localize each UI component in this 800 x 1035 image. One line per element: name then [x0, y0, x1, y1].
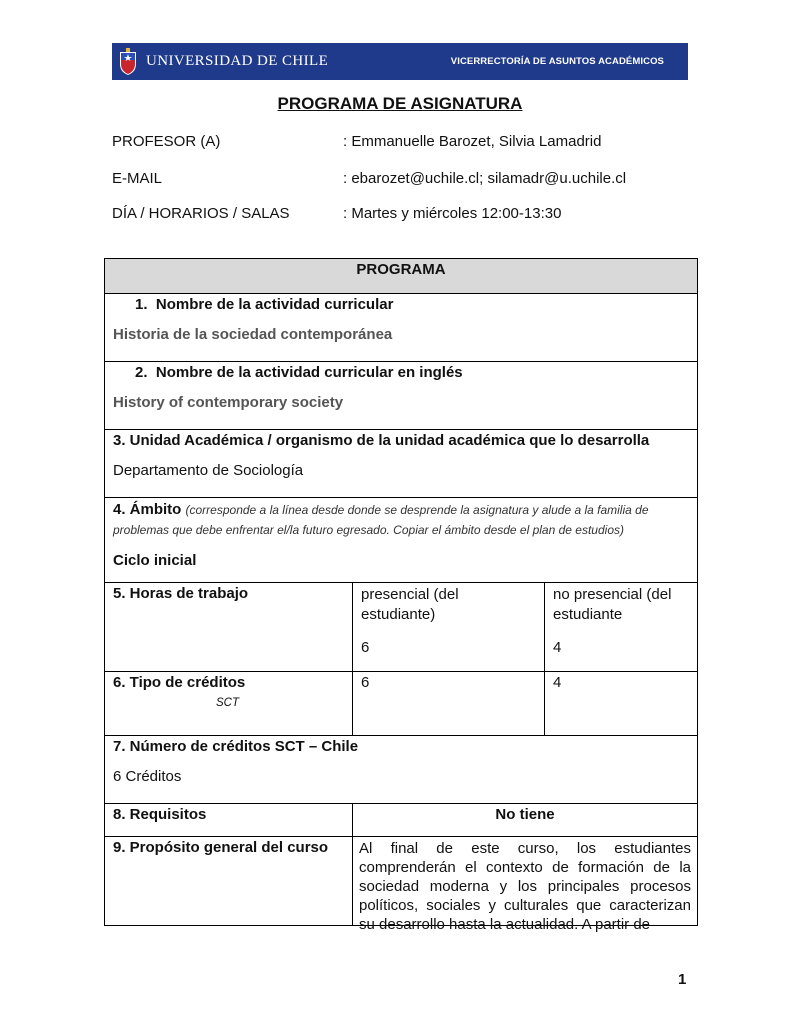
table-header: PROGRAMA — [105, 259, 698, 294]
section-5-title: 5. Horas de trabajo — [105, 583, 353, 672]
table-row — [105, 672, 698, 736]
page-number: 1 — [678, 971, 687, 988]
section-6-presencial: 6 — [353, 672, 545, 736]
section-1-title: 1. Nombre de la actividad curricular — [135, 296, 394, 313]
table-row — [105, 837, 698, 926]
email-value: : ebarozet@uchile.cl; silamadr@u.uchile.cl — [343, 170, 627, 187]
section-4-note: (corresponde a la línea desde donde se desprende la asignatura y alude a la familia de problemas que debe enfrentar el/la futuro egresado. Copiar el ámbito desde el plan de estudios) — [113, 503, 649, 537]
section-5-nopresencial: no presencial (del estudiante 4 — [545, 583, 698, 672]
university-name: UNIVERSIDAD DE CHILE — [146, 53, 329, 69]
section-9-title: 9. Propósito general del curso — [105, 837, 353, 926]
crest-icon — [118, 48, 138, 76]
table-row — [105, 430, 698, 498]
section-6-nopresencial: 4 — [545, 672, 698, 736]
section-7-value: 6 Créditos — [113, 768, 182, 785]
section-9-cell — [353, 837, 698, 933]
table-row — [105, 362, 698, 430]
section-3-title: 3. Unidad Académica / organismo de la unidad académica que lo desarrolla — [113, 432, 650, 449]
section-8-value: No tiene — [353, 804, 698, 837]
section-2-title: 2. Nombre de la actividad curricular en inglés — [135, 364, 463, 381]
section-2-value: History of contemporary society — [113, 394, 344, 411]
horario-label: DÍA / HORARIOS / SALAS — [112, 205, 290, 222]
profesor-value: : Emmanuelle Barozet, Silvia Lamadrid — [343, 133, 602, 150]
section-9-value: Al final de este curso, los estudiantes comprenderán el contexto de formación de la sociedad moderna y los principales procesos políticos, sociales y culturales que caracterizan su desarrollo hasta la actualidad. A partir de — [359, 840, 691, 933]
table-row — [105, 736, 698, 804]
table-row — [105, 804, 698, 837]
section-5-presencial: presencial (del estudiante) 6 — [353, 583, 545, 672]
vicerrectoria-label: VICERRECTORÍA DE ASUNTOS ACADÉMICOS — [450, 56, 664, 67]
horario-value: : Martes y miércoles 12:00-13:30 — [343, 205, 562, 222]
email-label: E-MAIL — [112, 170, 163, 187]
section-4-value: Ciclo inicial — [113, 552, 197, 569]
section-3-value: Departamento de Sociología — [113, 462, 304, 479]
section-6-title: 6. Tipo de créditos SCT — [105, 672, 353, 736]
profesor-label: PROFESOR (A) — [112, 133, 221, 150]
table-row — [105, 294, 698, 362]
table-row — [105, 583, 698, 672]
section-1-value: Historia de la sociedad contemporánea — [113, 326, 393, 343]
page-title: PROGRAMA DE ASIGNATURA — [277, 94, 523, 113]
program-table — [104, 258, 698, 933]
university-banner — [112, 43, 688, 80]
section-4-title: 4. Ámbito (corresponde a la línea desde donde se desprende la asignatura y alude a la familia de problemas que debe enfrentar el/la futuro egresado. Copiar el ámbito desde el plan de estudios) — [113, 501, 649, 537]
table-row — [105, 498, 698, 583]
section-7-title: 7. Número de créditos SCT – Chile — [113, 738, 359, 755]
section-6-sub: SCT — [216, 697, 239, 709]
section-8-title: 8. Requisitos — [105, 804, 353, 837]
